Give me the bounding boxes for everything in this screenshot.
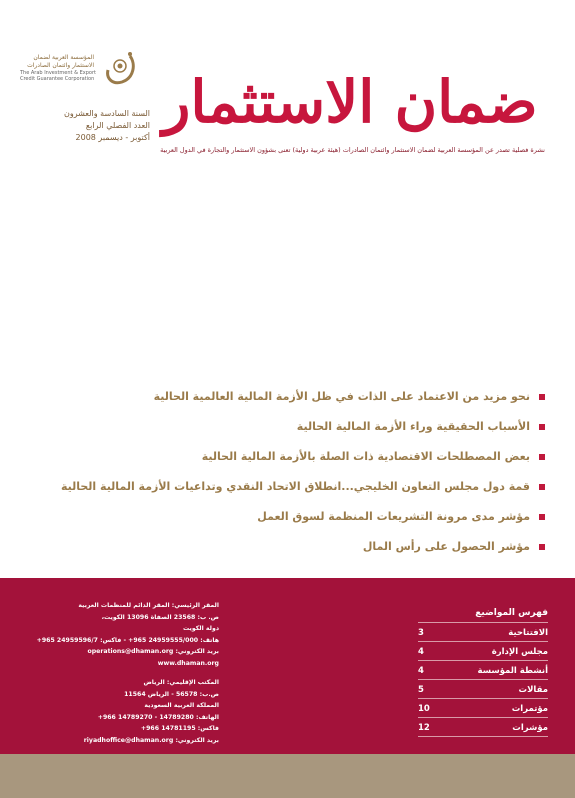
regional-phone: الهاتف: 14789280 - 14789270 966+: [97, 713, 219, 721]
toc-label: مجلس الإدارة: [491, 647, 548, 657]
logo-org-name-en-line1: The Arab Investment & Export: [20, 70, 96, 76]
headline-text: نحو مزيد من الاعتماد على الذات في ظل الأزمة المالية العالمية الحالية: [153, 390, 530, 403]
headline-text: الأسباب الحقيقية وراء الأزمة المالية الحالية: [296, 420, 530, 433]
hq-title: المقر الرئيسي: المقر الدائم للمنظمات العربية: [78, 602, 219, 609]
toc-label: مؤتمرات: [511, 704, 548, 714]
bullet-square-icon: [539, 544, 545, 550]
bullet-square-icon: [539, 424, 545, 430]
toc-page-number: 5: [418, 685, 424, 695]
toc-page-number: 3: [418, 628, 424, 638]
issue-info: [20, 108, 150, 144]
toc-row[interactable]: [418, 642, 548, 661]
bullet-square-icon: [539, 514, 545, 520]
toc-label: الافتتاحية: [508, 628, 548, 638]
toc-label: مقالات: [518, 685, 548, 695]
hq-pobox: ص. ب: 23568 الصفاة 13096 الكويت،: [101, 613, 219, 621]
toc-row[interactable]: [418, 699, 548, 718]
headline-item[interactable]: [180, 538, 545, 562]
toc-page-number: 4: [418, 666, 424, 676]
spacer: [34, 669, 219, 677]
bullet-square-icon: [539, 484, 545, 490]
hq-email[interactable]: بريد الكتروني: operations@dhaman.org: [87, 648, 219, 655]
toc-label: أنشطة المؤسسة: [477, 666, 548, 676]
headline-item[interactable]: [60, 478, 545, 502]
headline-item[interactable]: [180, 508, 545, 532]
cover-headlines: [60, 388, 545, 568]
regional-fax: فاكس: 14781195 966+: [140, 725, 219, 732]
logo-org-name-ar-line2: الاستثمار وائتمان الصادرات: [27, 62, 94, 69]
issue-period: أكتوبر - ديسمبر 2008: [75, 133, 150, 142]
headline-item[interactable]: [180, 418, 545, 442]
headline-text: مؤشر مدى مرونة التشريعات المنظمة لسوق العمل: [257, 510, 530, 523]
regional-email[interactable]: بريد الكتروني: riyadhoffice@dhaman.org: [83, 736, 219, 744]
issue-year: السنة السادسة والعشرون: [63, 109, 150, 118]
toc-row[interactable]: [418, 661, 548, 680]
toc-title: فهرس المواضيع: [418, 608, 548, 623]
logo-org-name-ar-line1: المؤسسة العربية لضمان: [33, 54, 94, 61]
headline-text: مؤشر الحصول على رأس المال: [362, 540, 530, 553]
toc-page-number: 10: [418, 704, 430, 714]
headline-item[interactable]: [153, 388, 545, 412]
hq-phone: هاتف: 24959555/000 965+ - فاكس: 24959596/7 965+: [36, 636, 219, 644]
toc-page-number: 12: [418, 723, 430, 733]
regional-country: المملكة العربية السعودية: [144, 702, 219, 709]
toc-row[interactable]: [418, 680, 548, 699]
hq-website[interactable]: www.dhaman.org: [157, 659, 219, 667]
toc-label: مؤشرات: [512, 723, 548, 733]
toc-row[interactable]: [418, 718, 548, 737]
headline-text: قمة دول مجلس التعاون الخليجي...انطلاق الاتحاد النقدي وتداعيات الأزمة المالية الحالية: [60, 480, 530, 493]
gold-strip: [0, 754, 575, 798]
masthead-title: ضمان الاستثمار: [162, 68, 538, 136]
logo-org-name-en-line2: Credit Guarantee Corporation: [20, 76, 95, 82]
masthead: [150, 58, 550, 148]
headline-text: بعض المصطلحات الاقتصادية ذات الصلة بالأزمة المالية الحالية: [201, 450, 530, 463]
regional-title: المكتب الإقليمي: الرياض: [143, 679, 219, 686]
table-of-contents: [418, 608, 548, 737]
hq-country: دولة الكويت: [182, 625, 219, 632]
dhaman-logo-icon: [102, 48, 138, 88]
toc-row[interactable]: [418, 623, 548, 642]
issue-quarter-number: العدد الفصلي الرابع: [85, 121, 150, 130]
headline-item[interactable]: [180, 448, 545, 472]
corporation-logo: [18, 48, 138, 88]
bullet-square-icon: [539, 454, 545, 460]
masthead-tagline: نشرة فصلية تصدر عن المؤسسة العربية لضمان الاستثمار وائتمان الصادرات (هيئة عربية دولية) تعنى بشؤون الاستثمار والتجارة في الدول العربية: [160, 146, 545, 154]
toc-page-number: 4: [418, 647, 424, 657]
contact-info: [34, 600, 219, 746]
bullet-square-icon: [539, 394, 545, 400]
regional-pobox: ص.ب: 56578 - الرياض 11564: [124, 690, 219, 698]
